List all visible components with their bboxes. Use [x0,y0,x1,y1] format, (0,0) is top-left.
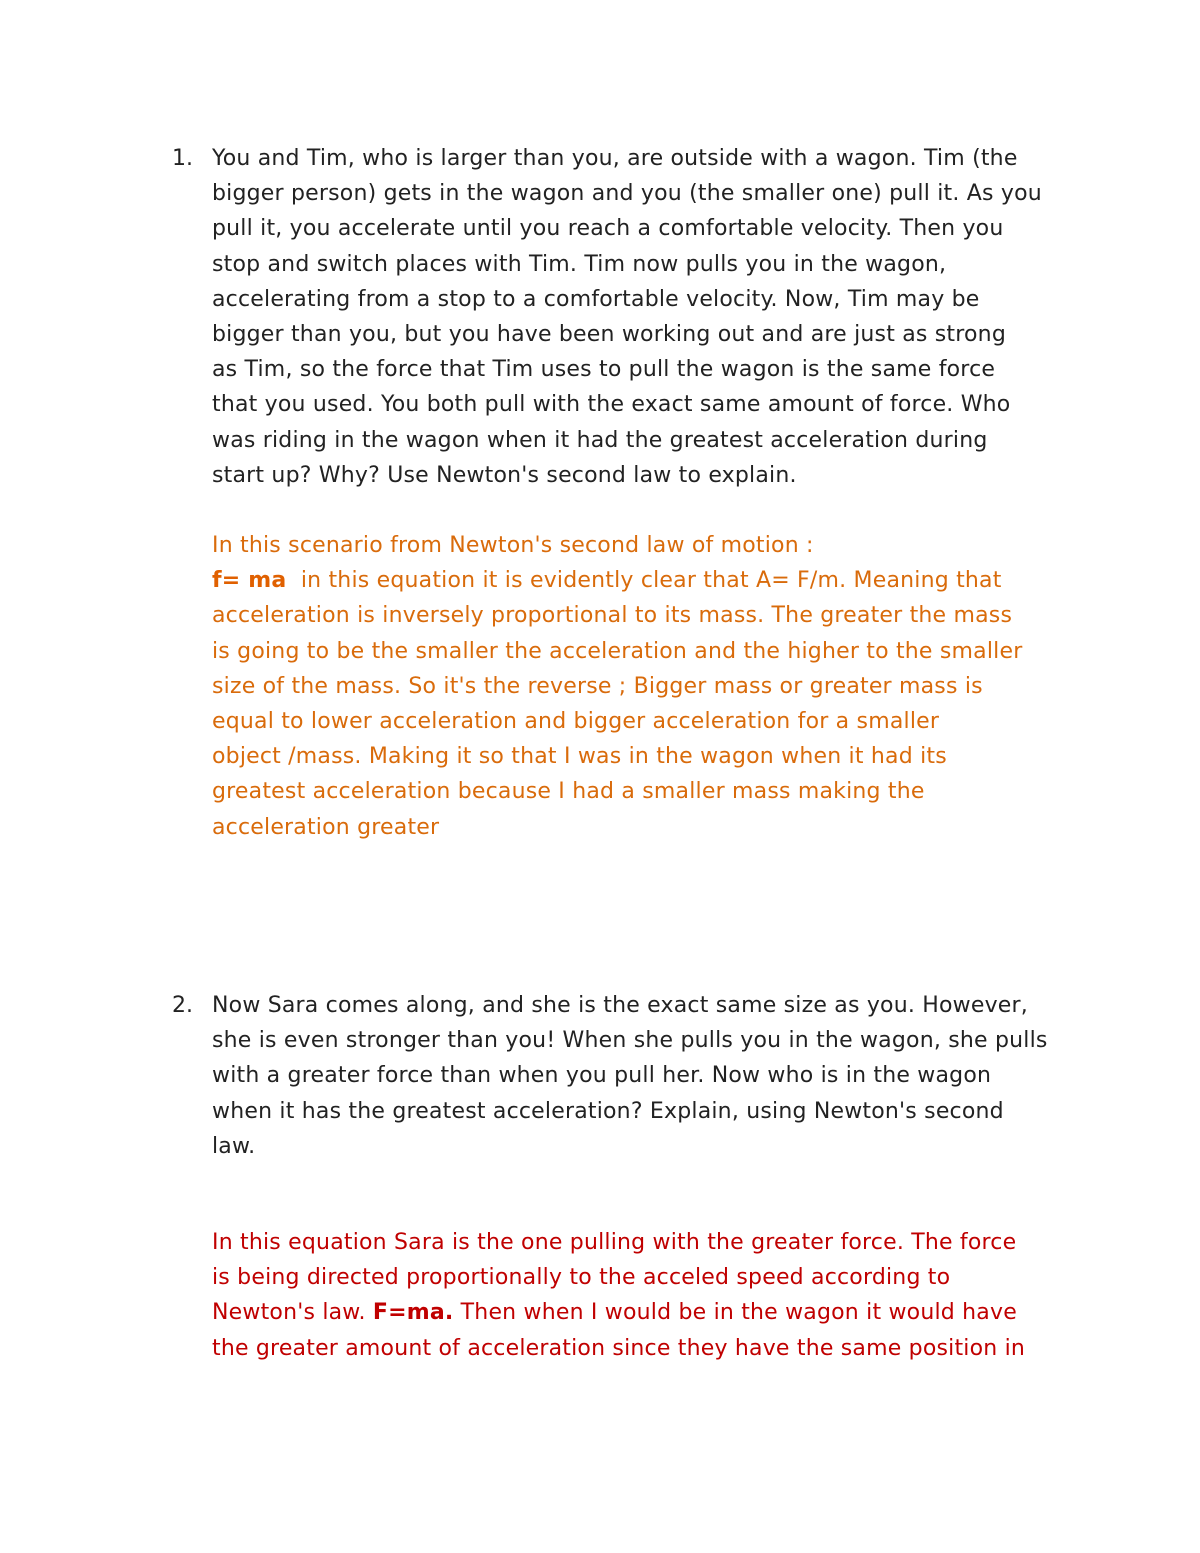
question-2-line: law. [212,1133,256,1159]
question-1-line: pull it, you accelerate until you reach a comfortable velocity. Then you [212,216,1004,242]
answer-2-line-suffix: Then when I would be in the wagon it would have [453,1300,1017,1326]
answer-2-line: In this equation Sara is the one pulling with the greater force. The force [212,1230,1017,1255]
answer-1-line: size of the mass. So it's the reverse ; Bigger mass or greater mass is [212,673,983,699]
answer-1-line: equal to lower acceleration and bigger acceleration for a smaller [212,709,940,735]
answer-2-line: is being directed proportionally to the acceled speed according to [212,1265,951,1291]
question-1-line: bigger than you, but you have been working out and are just as strong [212,322,1006,348]
answer-2-text [212,1225,1072,1366]
answer-1-line: acceleration is inversely proportional to its mass. The greater the mass [212,603,1013,629]
answer-1-line: object /mass. Making it so that I was in the wagon when it had its [212,744,947,770]
answer-2-formula-line [212,1295,1072,1330]
question-1-line: was riding in the wagon when it had the greatest acceleration during [212,427,988,453]
question-2-line: when it has the greatest acceleration? Explain, using Newton's second [212,1098,1004,1124]
answer-1-intro: In this scenario from Newton's second law of motion : [212,533,814,558]
question-1-line: bigger person) gets in the wagon and you (the smaller one) pull it. As you [212,181,1042,207]
question-1-line: as Tim, so the force that Tim uses to pull the wagon is the same force [212,357,996,383]
question-2-line: with a greater force than when you pull her. Now who is in the wagon [212,1063,992,1089]
question-2-text [212,988,1072,1164]
question-1-line: You and Tim, who is larger than you, are outside with a wagon. Tim (the [212,146,1018,171]
question-1-number: 1. [172,146,193,171]
answer-2-line-prefix: Newton's law. [212,1300,373,1326]
answer-1-line: is going to be the smaller the acceleration and the higher to the smaller [212,638,1023,664]
question-1-text [212,141,1072,493]
answer-1-text [212,528,1072,845]
question-1-line: accelerating from a stop to a comfortable velocity. Now, Tim may be [212,286,980,312]
answer-1-formula: f= ma [212,568,287,594]
answer-1-formula-line [212,563,1072,598]
answer-2-formula: F=ma. [372,1300,454,1326]
question-1-line: start up? Why? Use Newton's second law to explain. [212,462,797,488]
answer-1-line: greatest acceleration because I had a smaller mass making the [212,779,925,805]
answer-1-formula-rest: in this equation it is evidently clear that A= F/m. Meaning that [286,568,1002,594]
question-2-line: she is even stronger than you! When she pulls you in the wagon, she pulls [212,1028,1048,1054]
answer-1-line: acceleration greater [212,814,440,840]
question-1-line: stop and switch places with Tim. Tim now pulls you in the wagon, [212,251,947,277]
question-2-line: Now Sara comes along, and she is the exact same size as you. However, [212,993,1028,1018]
question-2-number: 2. [172,993,193,1018]
answer-2-line: the greater amount of acceleration since they have the same position in [212,1335,1026,1361]
question-1-line: that you used. You both pull with the exact same amount of force. Who [212,392,1011,418]
